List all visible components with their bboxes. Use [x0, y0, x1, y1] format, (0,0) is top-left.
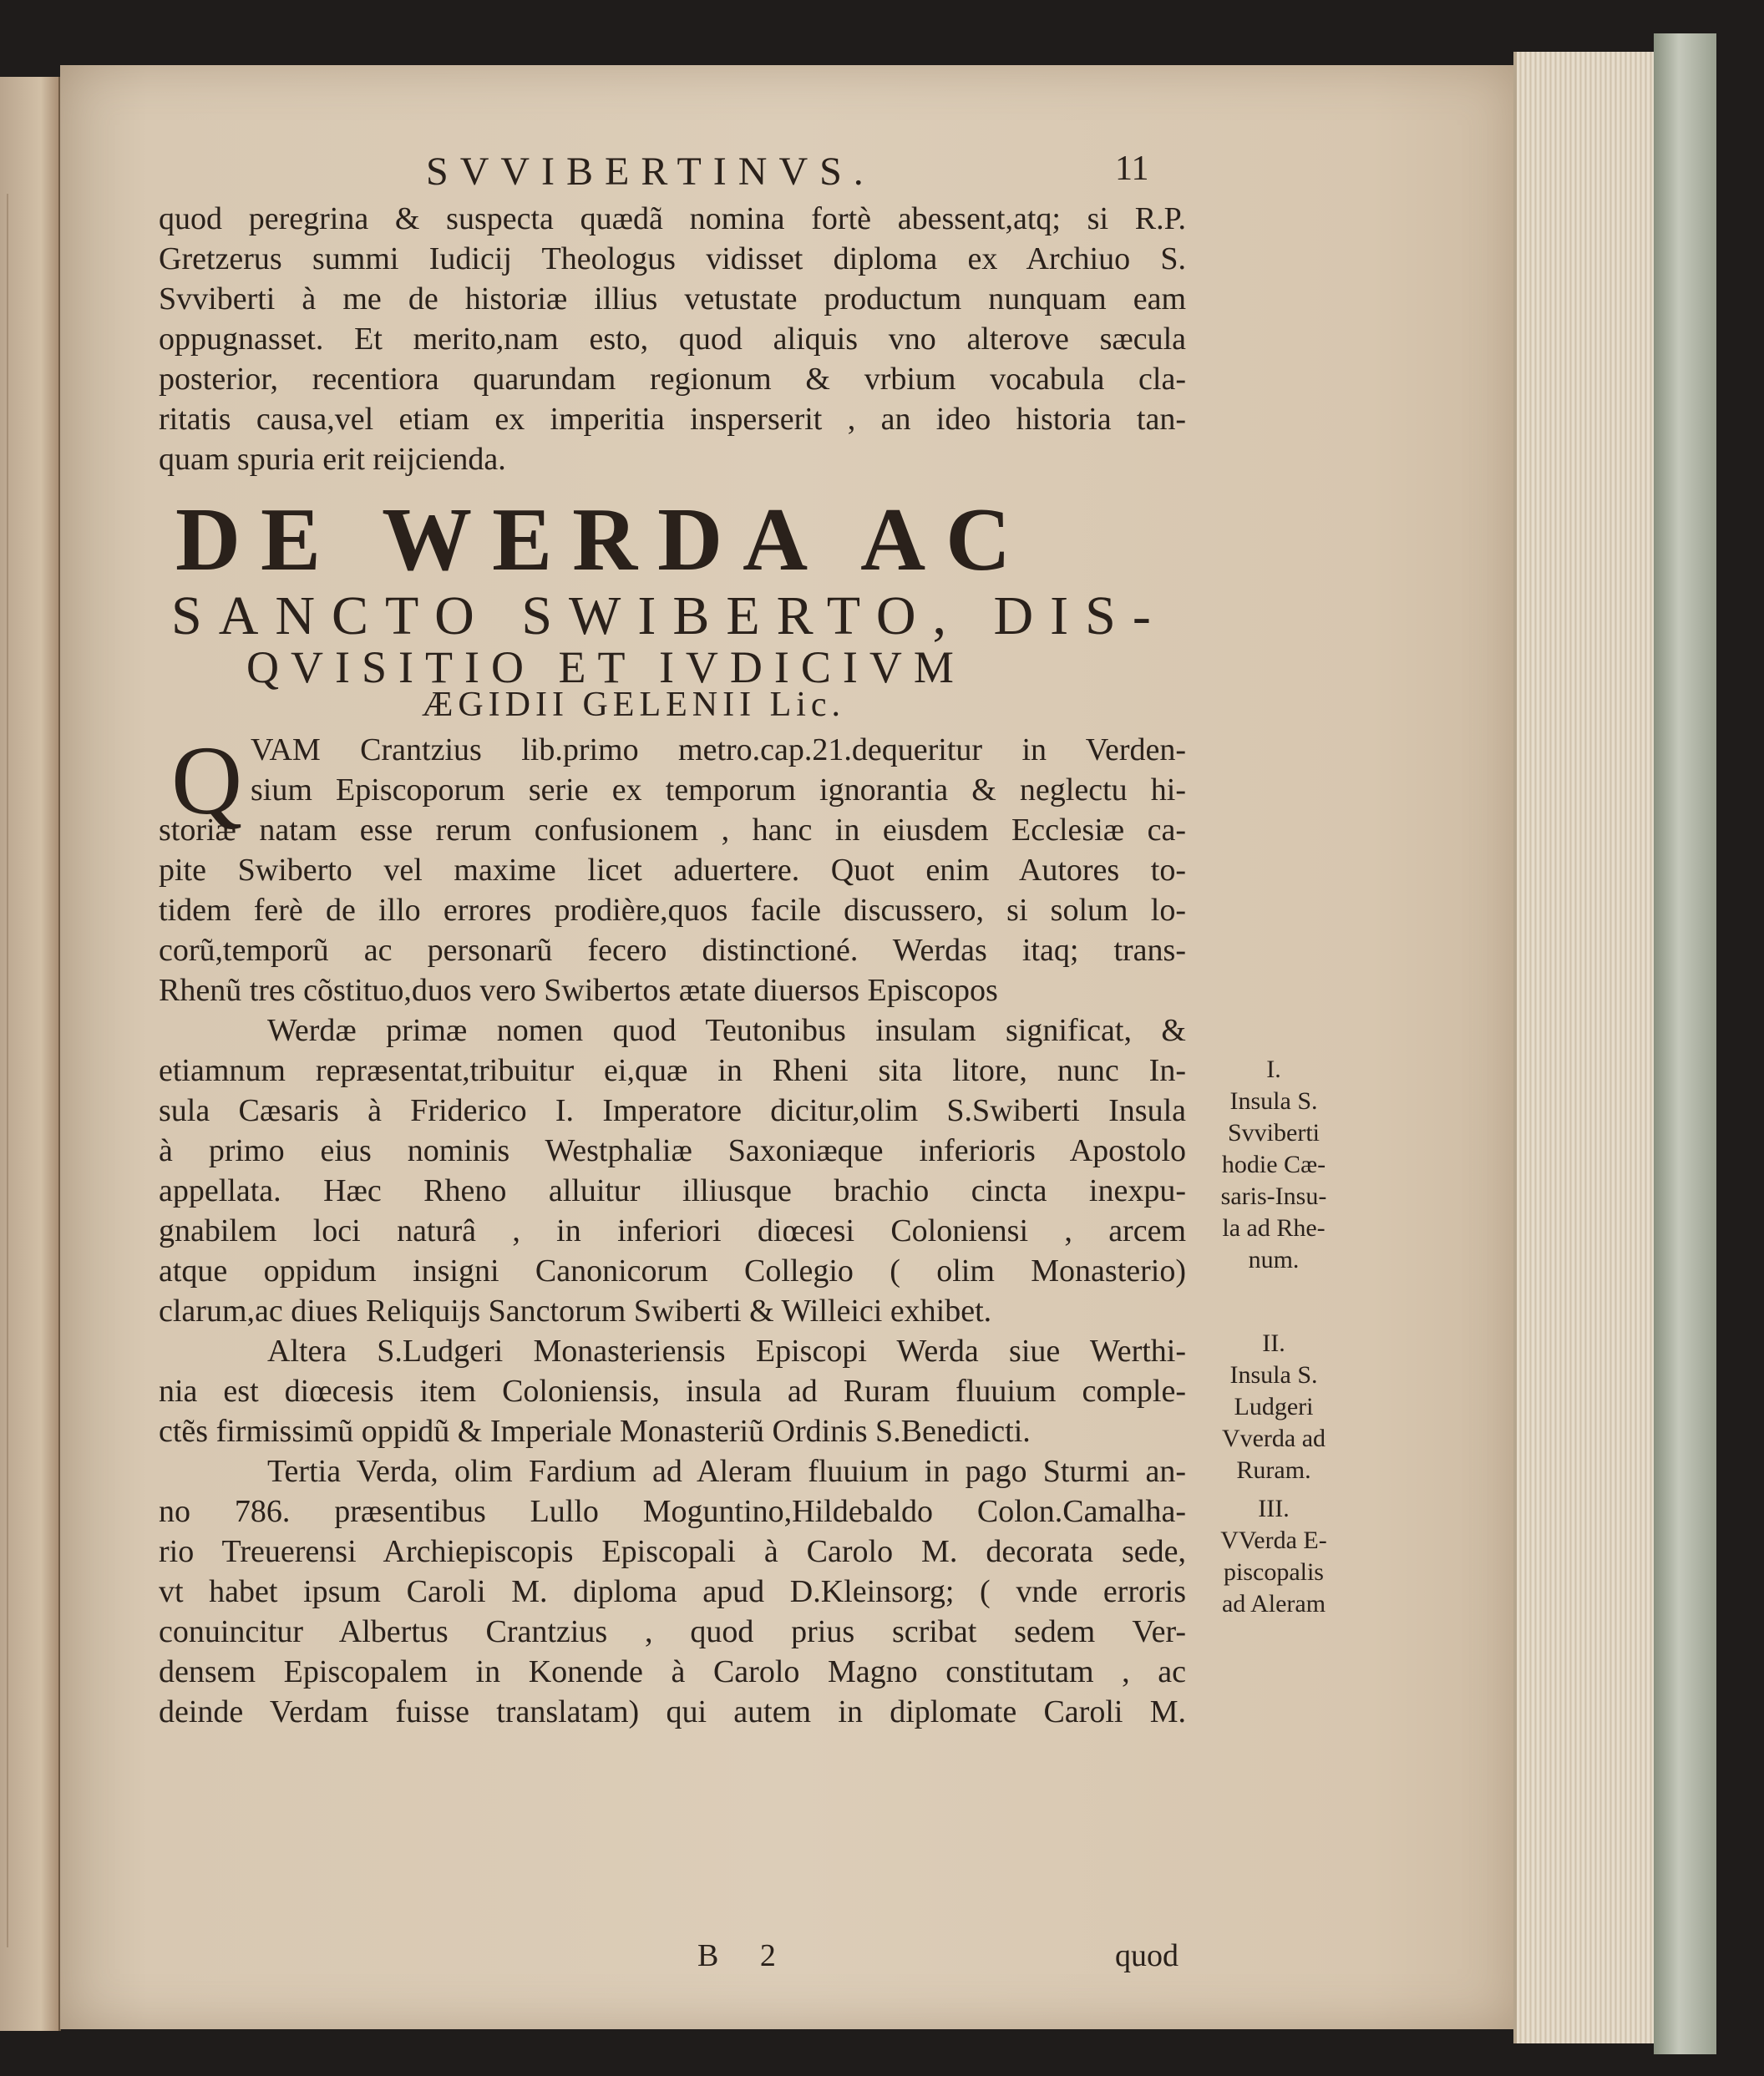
text-line: pite Swiberto vel maxime licet aduertere. Quot enim Autores to-: [159, 853, 1186, 888]
text-line: storiæ natam esse rerum confusionem , hanc in eiusdem Ecclesiæ ca-: [159, 813, 1186, 848]
margin-note-line: II.: [1262, 1329, 1285, 1357]
text-line: posterior, recentiora quarundam regionum & vrbium vocabula cla-: [159, 362, 1186, 397]
text-line: vt habet ipsum Caroli M. diploma apud D.Kleinsorg; ( vnde erroris: [159, 1574, 1186, 1609]
text-line: clarum,ac diues Reliquijs Sanctorum Swiberti & Willeici exhibet.: [159, 1294, 992, 1329]
facing-page-shadow: [7, 194, 33, 1947]
paragraph-first-werda: [159, 1010, 1186, 1331]
margin-note-line: hodie Cæ-: [1221, 1151, 1326, 1178]
margin-note-line: III.: [1258, 1495, 1290, 1522]
facing-page-edge: [0, 77, 61, 2031]
catchword: quod: [1115, 1938, 1179, 1973]
text-line: atque oppidum insigni Canonicorum Collegio ( olim Monasterio): [159, 1253, 1186, 1289]
text-line: Gretzerus summi Iudicij Theologus vidisset diploma ex Archiuo S.: [159, 241, 1186, 276]
text-line: oppugnasset. Et merito,nam esto, quod aliquis vno alterove sæcula: [159, 322, 1186, 357]
text-line: à primo eius nominis Westphaliæ Saxoniæque inferioris Apostolo: [159, 1133, 1186, 1168]
text-line: sula Cæsaris à Friderico I. Imperatore dicitur,olim S.Swiberti Insula: [159, 1093, 1186, 1128]
margin-note-line: Insula S.: [1229, 1361, 1318, 1389]
margin-note-line: ad Aleram: [1221, 1590, 1326, 1618]
text-line: ritatis causa,vel etiam ex imperitia insperserit , an ideo historia tan-: [159, 402, 1186, 437]
margin-note-line: Insula S.: [1229, 1087, 1318, 1115]
text-line: Tertia Verda, olim Fardium ad Aleram fluuium in pago Sturmi an-: [267, 1454, 1186, 1489]
text-line: etiamnum repræsentat,tribuitur ei,quæ in Rheni sita litore, nunc In-: [159, 1053, 1186, 1088]
text-line: Werdæ primæ nomen quod Teutonibus insulam significat, &: [267, 1013, 1186, 1048]
margin-note-line: Ruram.: [1236, 1456, 1311, 1484]
running-title: SVVIBERTINVS.: [426, 149, 875, 194]
book-cover-edge: [1654, 33, 1716, 2054]
margin-note-verda-episcopalis: [1199, 1493, 1349, 1620]
margin-note-line: la ad Rhe-: [1222, 1214, 1326, 1242]
margin-note-insula-ludgeri: [1199, 1328, 1349, 1486]
main-paragraph: [159, 810, 1186, 1010]
text-line: tidem ferè de illo errores prodière,quos facile discussero, si solum lo-: [159, 893, 1186, 928]
text-line: no 786. præsentibus Lullo Moguntino,Hildebaldo Colon.Camalha-: [159, 1494, 1186, 1529]
text-line: appellata. Hæc Rheno alluitur illiusque brachio cincta inexpu-: [159, 1173, 1186, 1208]
chapter-title-line1: DE WERDA AC: [175, 490, 1032, 590]
margin-note-line: piscopalis: [1224, 1558, 1324, 1586]
text-line: sium Episcoporum serie ex temporum ignorantia & neglectu hi-: [251, 772, 1186, 808]
text-line: densem Episcopalem in Konende à Carolo Magno constitutam , ac: [159, 1654, 1186, 1689]
drop-cap: Q: [171, 726, 243, 835]
text-line: rio Treuerensi Archiepiscopis Episcopali à Carolo M. decorata sede,: [159, 1534, 1186, 1569]
chapter-title-author: ÆGIDII GELENII Lic.: [422, 686, 846, 724]
margin-note-line: Ludgeri: [1234, 1393, 1314, 1420]
text-line: deinde Verdam fuisse translatam) qui autem in diplomate Caroli M.: [159, 1694, 1186, 1729]
margin-note-line: saris-Insu-: [1220, 1182, 1327, 1210]
signature-mark: B 2: [697, 1938, 793, 1973]
text-line: Rhenũ tres cõstituo,duos vero Swibertos ætate diuersos Episcopos: [159, 973, 998, 1008]
margin-note-line: Vverda ad: [1221, 1425, 1326, 1452]
page-block-edge: [1513, 52, 1657, 2043]
text-line: corũ,temporũ ac personarũ fecero distinctioné. Werdas itaq; trans-: [159, 933, 1186, 968]
paragraph-third-werda: [159, 1451, 1186, 1732]
text-line: gnabilem loci naturâ , in inferiori diœcesi Coloniensi , arcem: [159, 1213, 1186, 1248]
text-line: ctẽs firmissimũ oppidũ & Imperiale Monasteriũ Ordinis S.Benedicti.: [159, 1414, 1031, 1449]
margin-note-line: num.: [1248, 1246, 1300, 1273]
text-line: VAM Crantzius lib.primo metro.cap.21.dequeritur in Verden-: [251, 732, 1186, 767]
text-line: quam spuria erit reijcienda.: [159, 442, 506, 477]
page-number: 11: [1115, 149, 1149, 188]
text-line: Svviberti à me de historiæ illius vetustate productum nunquam eam: [159, 281, 1186, 316]
margin-note-line: Svviberti: [1228, 1119, 1320, 1147]
chapter-title-line3: QVISITIO ET IVDICIVM: [246, 642, 966, 692]
main-paragraph-indented: [251, 730, 1186, 810]
text-line: nia est diœcesis item Coloniensis, insula ad Ruram fluuium comple-: [159, 1374, 1186, 1409]
text-line: quod peregrina & suspecta quædã nomina fortè abessent,atq; si R.P.: [159, 201, 1186, 236]
chapter-title-line2: SANCTO SWIBERTO, DIS-: [171, 585, 1168, 646]
text-line: Altera S.Ludgeri Monasteriensis Episcopi Werda siue Werthi-: [267, 1334, 1186, 1369]
top-paragraph: [159, 199, 1186, 479]
margin-note-insula-swiberti: [1199, 1054, 1349, 1276]
text-line: conuincitur Albertus Crantzius , quod prius scribat sedem Ver-: [159, 1614, 1186, 1649]
margin-note-line: I.: [1266, 1056, 1281, 1083]
paragraph-second-werda: [159, 1331, 1186, 1451]
margin-note-line: VVerda E-: [1220, 1527, 1327, 1554]
